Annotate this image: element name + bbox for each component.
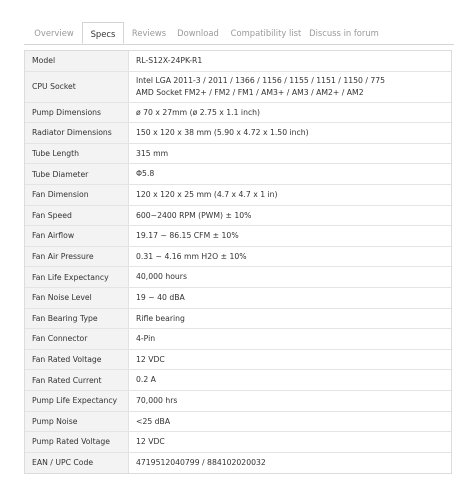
spec-value	[129, 309, 451, 329]
spec-row-fan-connector	[25, 329, 451, 350]
spec-value-text: 4-Pin	[136, 334, 156, 344]
tab-discuss-in-forum[interactable]: Discuss in forum	[309, 28, 379, 38]
spec-value-text: 40,000 hours	[136, 272, 187, 282]
spec-row-fan-rated-current	[25, 370, 451, 391]
spec-value	[129, 453, 451, 474]
spec-label: CPU Socket	[25, 72, 129, 102]
spec-value-text: 600~2400 RPM (PWM) ± 10%	[136, 210, 252, 220]
spec-value	[129, 206, 451, 226]
spec-row-cpu-socket	[25, 72, 451, 103]
spec-row-radiator-dimensions	[25, 123, 451, 144]
spec-value-text: 12 VDC	[136, 437, 165, 447]
spec-value-text: Intel LGA 2011-3 / 2011 / 1366 / 1156 / 1155 / 1151 / 1150 / 775	[136, 76, 386, 86]
spec-row-pump-rated-voltage	[25, 432, 451, 453]
specs-table	[24, 50, 452, 474]
spec-value	[129, 370, 451, 390]
spec-label: Pump Life Expectancy	[25, 391, 129, 411]
tab-bar	[24, 22, 454, 45]
spec-value-text: ø 70 x 27mm (ø 2.75 x 1.1 inch)	[136, 107, 261, 117]
spec-value	[129, 391, 451, 411]
spec-label: Fan Dimension	[25, 185, 129, 205]
spec-label: Fan Noise Level	[25, 288, 129, 308]
spec-row-pump-dimensions	[25, 103, 451, 124]
spec-label: Radiator Dimensions	[25, 123, 129, 143]
tab-reviews[interactable]: Reviews	[131, 28, 167, 38]
spec-value	[129, 247, 451, 267]
spec-row-fan-airflow	[25, 226, 451, 247]
spec-label: Pump Noise	[25, 412, 129, 432]
tab-compatibility-list[interactable]: Compatibility list	[230, 28, 302, 38]
spec-label: Fan Bearing Type	[25, 309, 129, 329]
spec-value-text: 120 x 120 x 25 mm (4.7 x 4.7 x 1 in)	[136, 190, 278, 200]
spec-value-text: 19 ~ 40 dBA	[136, 292, 185, 302]
spec-row-model	[25, 51, 451, 72]
spec-label: Fan Rated Voltage	[25, 350, 129, 370]
spec-value	[129, 51, 451, 71]
spec-value	[129, 226, 451, 246]
spec-value	[129, 164, 451, 184]
spec-value-text: 12 VDC	[136, 354, 165, 364]
spec-row-fan-air-pressure	[25, 247, 451, 268]
spec-label: Fan Airflow	[25, 226, 129, 246]
spec-label: Fan Air Pressure	[25, 247, 129, 267]
tab-download[interactable]: Download	[177, 28, 219, 38]
spec-value	[129, 144, 451, 164]
tab-overview[interactable]: Overview	[34, 28, 74, 38]
spec-label: Fan Speed	[25, 206, 129, 226]
spec-label: Fan Life Expectancy	[25, 267, 129, 287]
spec-row-pump-noise	[25, 412, 451, 433]
spec-row-fan-dimension	[25, 185, 451, 206]
tab-specs[interactable]: Specs	[82, 22, 124, 44]
spec-row-fan-life-expectancy	[25, 267, 451, 288]
spec-row-pump-life-expectancy	[25, 391, 451, 412]
spec-value	[129, 350, 451, 370]
spec-value	[129, 329, 451, 349]
spec-value	[129, 412, 451, 432]
spec-value	[129, 103, 451, 123]
spec-row-fan-noise-level	[25, 288, 451, 309]
spec-value	[129, 432, 451, 452]
spec-value-text: Rifle bearing	[136, 313, 185, 323]
spec-value-text: 315 mm	[136, 148, 169, 158]
spec-label: Tube Diameter	[25, 164, 129, 184]
spec-value-text: 19.17 ~ 86.15 CFM ± 10%	[136, 231, 239, 241]
spec-value-text: 4719512040799 / 884102020032	[136, 458, 266, 468]
spec-row-fan-rated-voltage	[25, 350, 451, 371]
spec-value-text: 0.31 ~ 4.16 mm H2O ± 10%	[136, 251, 247, 261]
spec-label: EAN / UPC Code	[25, 453, 129, 474]
spec-value-text: 150 x 120 x 38 mm (5.90 x 4.72 x 1.50 inch)	[136, 128, 309, 138]
spec-row-fan-bearing-type	[25, 309, 451, 330]
spec-value	[129, 185, 451, 205]
spec-value-text: 0.2 A	[136, 375, 156, 385]
spec-row-fan-speed	[25, 206, 451, 227]
spec-value-text: RL-S12X-24PK-R1	[136, 56, 203, 66]
spec-label: Fan Rated Current	[25, 370, 129, 390]
spec-label: Tube Length	[25, 144, 129, 164]
spec-row-ean-upc-code	[25, 453, 451, 474]
spec-value-text: 70,000 hrs	[136, 395, 178, 405]
spec-value-text: <25 dBA	[136, 416, 171, 426]
spec-row-tube-diameter	[25, 164, 451, 185]
spec-row-tube-length	[25, 144, 451, 165]
spec-value-text: Φ5.8	[136, 169, 155, 179]
spec-value	[129, 123, 451, 143]
spec-value-text-line2: AMD Socket FM2+ / FM2 / FM1 / AM3+ / AM3 / AM2+ / AM2	[136, 87, 364, 97]
spec-value	[129, 288, 451, 308]
spec-label: Pump Dimensions	[25, 103, 129, 123]
spec-label: Pump Rated Voltage	[25, 432, 129, 452]
spec-value	[129, 72, 451, 102]
spec-value	[129, 267, 451, 287]
spec-label: Fan Connector	[25, 329, 129, 349]
spec-label: Model	[25, 51, 129, 71]
